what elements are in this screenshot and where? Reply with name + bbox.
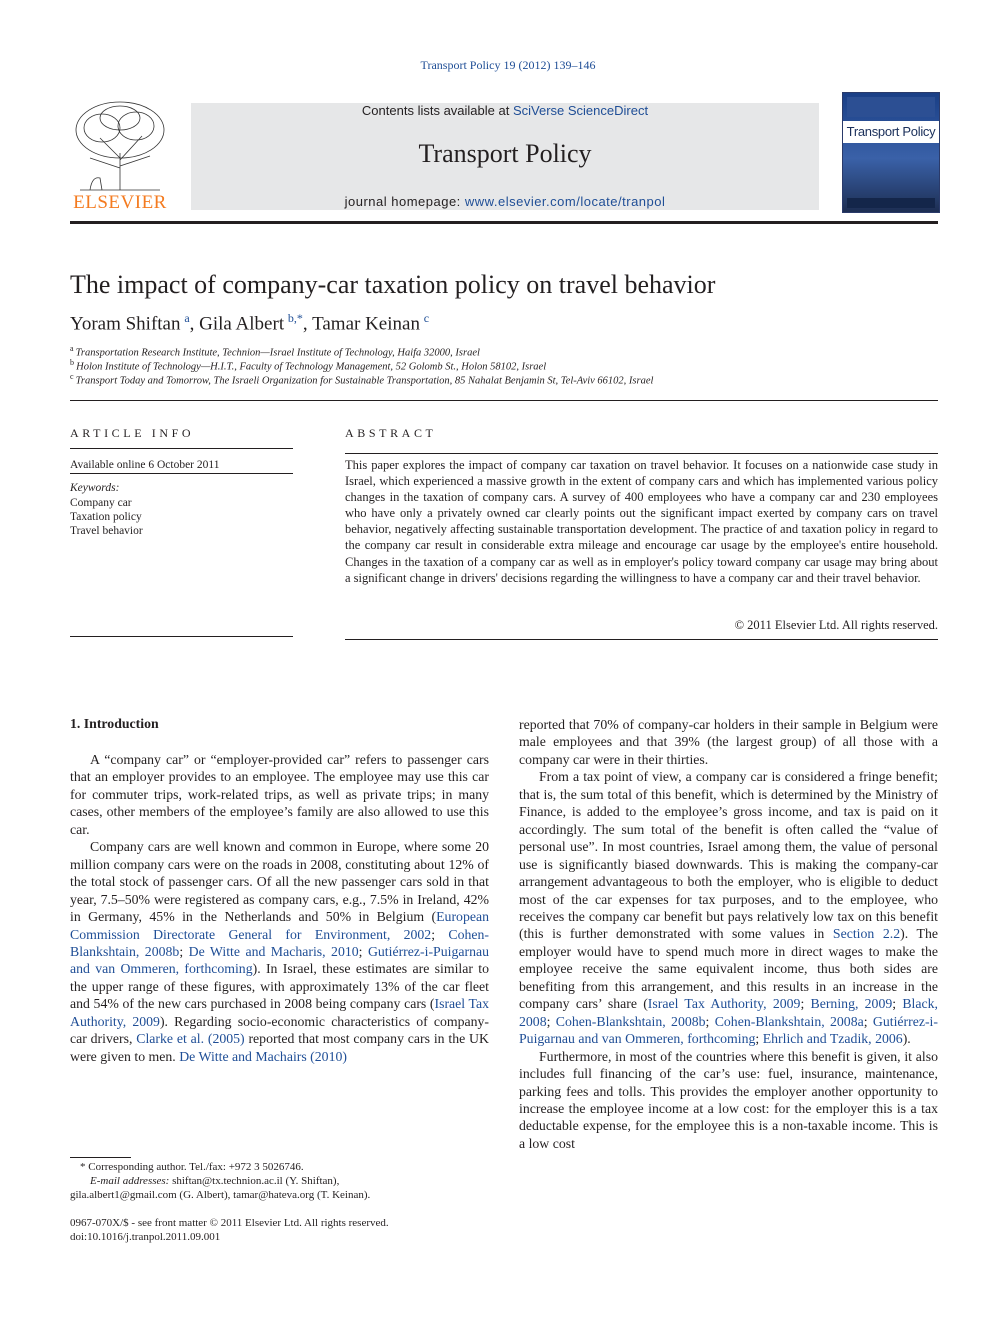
citation-link[interactable]: Berning, 2009: [810, 996, 893, 1012]
rule: [70, 448, 293, 449]
right-column: [519, 716, 938, 1152]
keyword: Company car: [70, 497, 132, 509]
journal-title[interactable]: Transport Policy: [418, 139, 592, 168]
paragraph: From a tax point of view, a company car is considered a fringe benefit; that is, the sum total of this benefit, which is determined by the Ministry of Finance, is added to the employee’s gross income, and tax is paid on it accordingly. The sum total of the benefit is often called the “value of personal use”. In most countries, Israel among them, the value of personal use is significantly biased downwards. This is making the company-car arrangement advantageous to both the employer, who is eligible to deduct most of the car expenses for tax purposes, and to the employee, who receives the company car benefit but pays relatively low tax on this benefit (this is further demonstrated with some values in Section 2.2). The employer would have to spend much more in direct wages to make the employee receive the same equivalent income, thus both sides are benefiting from this arrangement, and this results in an increase in the company cars’ share (Israel Tax Authority, 2009; Berning, 2009; Black, 2008; Cohen-Blankshtain, 2008b; Cohen-Blankshtain, 2008a; Gutiérrez-i-Puigarnau and van Ommeren, forthcoming; Ehrlich and Tzadik, 2006).: [519, 769, 938, 1047]
header-rule: [70, 221, 938, 224]
rule: [70, 636, 293, 637]
title-rule: [70, 400, 938, 401]
abstract-text: This paper explores the impact of company car taxation on travel behavior. It focuses on a nationwide case study in Israel, which experienced a massive growth in the extent of company cars and which has implemented various policy changes in the taxation of company cars. A survey of 400 employees who have a company car and 230 employees who have only a privately owned car clearly points out the significant impact exerted by company cars on travel behavior, negatively affecting sustainable transportation development. The practice of and taxation policy in regard to the company car result in considerable extra mileage and encourage car usage by the employee's entire household. Changes in the taxation of a company car as well as in employer's policy toward company car usage may bring about a significant change in drivers' decisions regarding the willingness to have a company car and their travel behavior.: [345, 458, 938, 585]
doi-link[interactable]: doi:10.1016/j.tranpol.2011.09.001: [70, 1231, 221, 1243]
section-heading-introduction: 1. Introduction: [70, 716, 159, 731]
paragraph: A “company car” or “employer-provided car” refers to passenger cars that an employer provides to an employee. The employee may use this car for commuter trips, work-related trips, as well as private trips; in many cases, other members of the employee’s family are also allowed to use this car.: [70, 752, 489, 837]
citation-link[interactable]: Black, 2008: [519, 996, 938, 1029]
paragraph: reported that 70% of company-car holders in their sample in Belgium were male employees and that 39% (the largest group) of all those with a company car were in their thirties.: [519, 717, 938, 767]
left-column: [70, 751, 489, 1065]
citation-link[interactable]: Cohen-Blankshtain, 2008b: [70, 926, 489, 959]
keyword: Travel behavior: [70, 525, 143, 537]
citation-link[interactable]: Israel Tax Authority, 2009: [70, 996, 489, 1029]
author-name[interactable]: Gila Albert: [199, 313, 285, 335]
affiliation: $^a$ Transportation Research Institute, Technion—Israel Institute of Technology, Haifa 32000, Israel: [70, 344, 480, 359]
abstract-heading: ABSTRACT: [345, 426, 437, 440]
sciencedirect-link[interactable]: SciVerse ScienceDirect: [512, 103, 649, 118]
paragraph: Company cars are well known and common in Europe, where some 20 million company cars were on the roads in 2008, constituting about 12% of the total stock of passenger cars. Of all the new passenger cars sold in that year, 7.5–50% were registered as company cars, e.g., 7.5% in Ireland, 42% in Germany, 45% in the Netherlands and 50% in Belgium (European Commission Directorate General for Environment, 2002; Cohen-Blankshtain, 2008b; De Witte and Macharis, 2010; Gutiérrez-i-Puigarnau and van Ommeren, forthcoming). In Israel, these estimates are similar to the upper range of these figures, with approximately 13% of the car fleet and 54% of the new cars purchased in 2008 being company cars (Israel Tax Authority, 2009). Regarding socio-economic characteristics of company-car drivers, Clarke et al. (2005) reported that most company cars in the UK were given to men. De Witte and Machairs (2010): [70, 839, 490, 1064]
author-list: Yoram Shiftan $^a$, Gila Albert $^{b,*}$, Tamar Keinan $^c$: [70, 311, 430, 335]
citation-link[interactable]: European Commission Directorate General for Environment, 2002: [70, 909, 489, 942]
author-name[interactable]: Yoram Shiftan: [70, 313, 181, 335]
citation-link[interactable]: Cohen-Blankshtain, 2008a: [714, 1013, 864, 1029]
keyword: Taxation policy: [70, 511, 142, 523]
journal-cover-thumbnail[interactable]: [842, 92, 940, 213]
article-info-heading: ARTICLE INFO: [70, 426, 195, 440]
citation-link[interactable]: Cohen-Blankshtain, 2008b: [555, 1013, 706, 1029]
homepage-line: journal homepage: www.elsevier.com/locate/tranpol: [344, 194, 666, 209]
publisher-logo-text: ELSEVIER: [73, 192, 167, 213]
email-note[interactable]: gila.albert1@gmail.com (G. Albert), tamar@hateva.org (T. Keinan).: [70, 1189, 371, 1201]
paragraph: Furthermore, in most of the countries where this benefit is given, it also includes full financing of the car’s use: fuel, insurance, maintenance, parking fees and tolls. This provides the employer another opportunity to increase the employee income at a low cost: for the employer this is a tax deductable expense, for the employee this is a non-taxable income. This is a low cost: [519, 1048, 938, 1151]
issn-line: 0967-070X/$ - see front matter © 2011 Elsevier Ltd. All rights reserved.: [70, 1217, 389, 1229]
author-name[interactable]: Tamar Keinan: [312, 313, 420, 335]
rule: [70, 473, 293, 474]
corresponding-author-note: * Corresponding author. Tel./fax: +972 3 5026746.: [80, 1161, 304, 1173]
citation-link[interactable]: De Witte and Macharis, 2010: [188, 943, 359, 959]
rule: [345, 453, 938, 454]
copyright: © 2011 Elsevier Ltd. All rights reserved.: [734, 618, 938, 632]
affiliation: $^c$ Transport Today and Tomorrow, The Israeli Organization for Sustainable Transportation, 85 Nahalat Benjamin St, Tel-Aviv 66102, Israel: [70, 372, 654, 387]
email-link[interactable]: shiftan@tx.technion.ac.il (Y. Shiftan),: [172, 1175, 340, 1187]
citation-link[interactable]: Gutiérrez-i-Puigarnau and van Ommeren, forthcoming: [70, 943, 489, 977]
citation-link[interactable]: Ehrlich and Tzadik, 2006: [762, 1031, 903, 1047]
email-note: E-mail addresses: shiftan@tx.technion.ac.il (Y. Shiftan),: [90, 1175, 340, 1187]
citation-link[interactable]: Israel Tax Authority, 2009: [647, 996, 801, 1012]
keywords-label: Keywords:: [70, 482, 120, 494]
section-link[interactable]: Section 2.2: [832, 926, 901, 942]
available-online: Available online 6 October 2011: [70, 459, 220, 471]
citation-link[interactable]: Clarke et al. (2005): [136, 1031, 245, 1047]
cover-title: Transport Policy: [846, 124, 936, 139]
footnote-rule: [70, 1157, 131, 1158]
citation-link[interactable]: De Witte and Machairs (2010): [179, 1048, 347, 1064]
article-title: The impact of company-car taxation policy on travel behavior: [70, 270, 716, 299]
homepage-link[interactable]: www.elsevier.com/locate/tranpol: [464, 194, 666, 209]
rule: [345, 639, 938, 640]
citation-link[interactable]: Gutiérrez-i-Puigarnau and van Ommeren, forthcoming: [519, 1013, 938, 1047]
contents-line: Contents lists available at SciVerse ScienceDirect: [361, 103, 649, 118]
journal-citation[interactable]: Transport Policy 19 (2012) 139–146: [420, 58, 596, 72]
affiliation: $^b$ Holon Institute of Technology—H.I.T., Faculty of Technology Management, 52 Golomb St., Holon 58102, Israel: [70, 358, 547, 373]
